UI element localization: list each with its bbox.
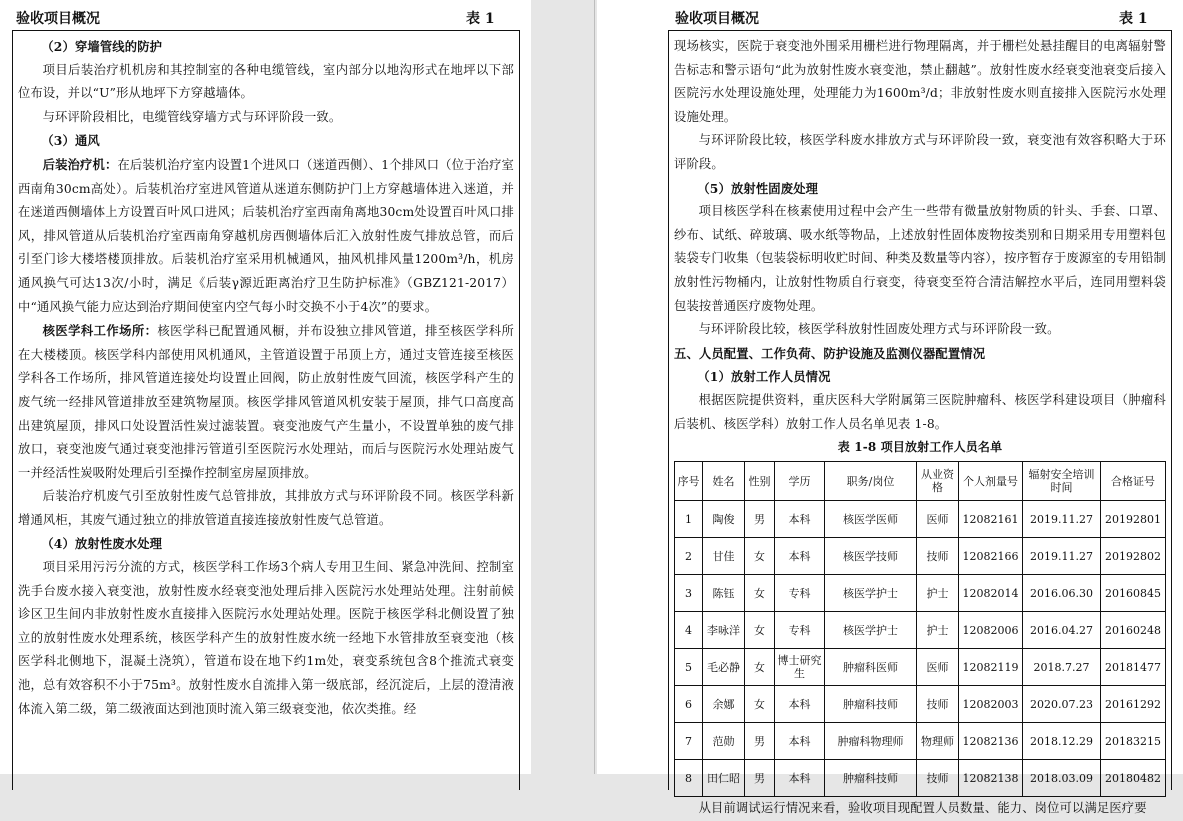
table-cell: 核医学技师: [825, 538, 917, 575]
table-cell: 护士: [917, 612, 959, 649]
table-cell: 田仁昭: [703, 760, 745, 797]
table-cell: 技师: [917, 538, 959, 575]
table-caption: 表 1-8 项目放射工作人员名单: [837, 440, 1003, 455]
table-cell: 本科: [775, 686, 825, 723]
table-header-cell: 学历: [775, 462, 825, 501]
staff-table-header-row: [675, 462, 1166, 501]
table-cell: 20192802: [1101, 538, 1166, 575]
table-cell: 肿瘤科技师: [825, 760, 917, 797]
table-cell: 2016.04.27: [1023, 612, 1101, 649]
table-cell: 2018.03.09: [1023, 760, 1101, 797]
section-heading: （2）穿墙管线的防护: [41, 39, 163, 54]
table-cell: 12082006: [959, 612, 1023, 649]
right-content-frame: [668, 30, 1172, 816]
table-cell: 2016.06.30: [1023, 575, 1101, 612]
table-cell: 12082161: [959, 501, 1023, 538]
table-row: [675, 501, 1166, 538]
table-row: [675, 575, 1166, 612]
table-cell: 20181477: [1101, 649, 1166, 686]
table-cell: 女: [745, 686, 775, 723]
body-paragraph: 与环评阶段相比，电缆管线穿墙方式与环评阶段一致。: [42, 109, 342, 124]
table-cell: 毛必静: [703, 649, 745, 686]
table-cell: 女: [745, 575, 775, 612]
table-cell: 物理师: [917, 723, 959, 760]
table-cell: 20180482: [1101, 760, 1166, 797]
right-paragraphs-before: [674, 35, 1166, 436]
table-cell: 肿瘤科医师: [825, 649, 917, 686]
table-cell: 技师: [917, 760, 959, 797]
body-paragraph: [18, 153, 514, 319]
table-header-cell: 姓名: [703, 462, 745, 501]
table-cell: 12082003: [959, 686, 1023, 723]
table-cell: 医师: [917, 501, 959, 538]
table-cell: 本科: [775, 760, 825, 797]
table-cell: 7: [675, 723, 703, 760]
table-row: [675, 760, 1166, 797]
table-cell: 核医学护士: [825, 612, 917, 649]
table-cell: 专科: [775, 575, 825, 612]
body-paragraph: 与环评阶段比较，核医学科废水排放方式与环评阶段一致，衰变池有效容积略大于环评阶段。: [674, 133, 1166, 171]
table-cell: 5: [675, 649, 703, 686]
table-cell: 本科: [775, 723, 825, 760]
section-heading: （5）放射性固废处理: [697, 180, 819, 196]
table-cell: 2018.7.27: [1023, 649, 1101, 686]
body-paragraph: 项目后装治疗机机房和其控制室的各种电缆管线，室内部分以地沟形式在地坪以下部位布设，并以“U”形从地坪下方穿越墙体。: [18, 62, 514, 101]
table-cell: 4: [675, 612, 703, 649]
right-page: [597, 0, 1183, 816]
table-cell: 20160248: [1101, 612, 1166, 649]
chapter-heading: 五、人员配置、工作负荷、防护设施及监测仪器配置情况: [674, 345, 986, 361]
table-cell: 专科: [775, 612, 825, 649]
table-cell: 核医学医师: [825, 501, 917, 538]
table-cell: 博士研究生: [775, 649, 825, 686]
body-paragraph: 根据医院提供资料，重庆医科大学附属第三医院肿瘤科、核医学科建设项目（肿瘤科后装机、核医学科）放射工作人员名单见表 1-8。: [674, 392, 1166, 431]
page-divider: [594, 0, 595, 774]
table-cell: 20161292: [1101, 686, 1166, 723]
table-cell: 余娜: [703, 686, 745, 723]
section-heading: （3）通风: [41, 133, 100, 149]
table-cell: 12082119: [959, 649, 1023, 686]
table-cell: 20192801: [1101, 501, 1166, 538]
table-cell: 甘佳: [703, 538, 745, 575]
table-header-cell: 职务/岗位: [825, 462, 917, 501]
table-row: [675, 612, 1166, 649]
table-cell: 肿瘤科物理师: [825, 723, 917, 760]
table-cell: 12082138: [959, 760, 1023, 797]
left-page: [0, 0, 531, 774]
table-header-cell: 合格证号: [1101, 462, 1166, 501]
table-header-cell: 从业资格: [917, 462, 959, 501]
table-cell: 8: [675, 760, 703, 797]
table-cell: 核医学护士: [825, 575, 917, 612]
right-header-table-number: 表 1: [1119, 11, 1148, 27]
table-cell: 护士: [917, 575, 959, 612]
table-cell: 12082014: [959, 575, 1023, 612]
table-row: [675, 538, 1166, 575]
table-cell: 1: [675, 501, 703, 538]
table-row: [675, 649, 1166, 686]
table-header-cell: 个人剂量号: [959, 462, 1023, 501]
table-cell: 男: [745, 723, 775, 760]
table-cell: 李咏洋: [703, 612, 745, 649]
right-header-title: 验收项目概况: [675, 11, 759, 27]
left-header-table-number: 表 1: [466, 11, 495, 27]
table-cell: 2020.07.23: [1023, 686, 1101, 723]
paragraph-lead-label: 后装治疗机：: [42, 156, 118, 172]
table-cell: 20183215: [1101, 723, 1166, 760]
table-row: [675, 686, 1166, 723]
body-paragraph: 从目前调试运行情况来看，验收项目现配置人员数量、能力、岗位可以满足医疗要: [698, 801, 1147, 816]
section-heading: （1）放射工作人员情况: [697, 369, 831, 385]
section-heading: （4）放射性废水处理: [41, 536, 163, 552]
table-cell: 女: [745, 538, 775, 575]
table-cell: 女: [745, 649, 775, 686]
table-cell: 范勋: [703, 723, 745, 760]
paragraph-text: 在后装机治疗室内设置1个进风口（迷道西侧）、1个排风口（位于治疗室西南角30cm高处）。后装机治疗室进风管道从迷道东侧防护门上方穿越墙体进入迷道，并在迷道西侧墙体上方设置百叶风口进风；后装机治疗室西南角离地30cm处设置百叶风口排风，排风管道从后装机治疗室西南角穿越机房西侧墙体后汇入放射性废气排放总管，而后引至门诊大楼塔楼顶排放。后装机治疗室采用机械通风，抽风机排风量1200m³/h，机房通风换气可达13次/小时，满足《后装γ源近距离治疗卫生防护标准》（GBZ121-2017）中“通风换气能力应达到治疗期间使室内空气每小时交换不小于4次”的要求。: [18, 157, 514, 314]
table-cell: 女: [745, 612, 775, 649]
table-cell: 陶俊: [703, 501, 745, 538]
table-cell: 2018.12.29: [1023, 723, 1101, 760]
body-paragraph: 后装治疗机废气引至放射性废气总管排放，其排放方式与环评阶段不同。核医学科新增通风柜，其废气通过独立的排放管道直接连接放射性废气总管道。: [18, 489, 514, 527]
table-cell: 3: [675, 575, 703, 612]
table-cell: 本科: [775, 538, 825, 575]
body-paragraph: 项目采用污污分流的方式，核医学科工作场3个病人专用卫生间、紧急冲洗间、控制室洗手台废水接入衰变池，放射性废水经衰变池处理后排入医院污水处理站处理。注射前候诊区卫生间内非放射性废水直接排入医院污水处理站处理。医院于核医学科北侧设置了独立的放射性废水处理系统，核医学科产生的放射性废水统一经地下水管排放至衰变池（核医学科北侧地下，混凝土浇筑），管道布设在地下约1m处，衰变系统包含8个推流式衰变池，总有效容积不小于75m³。放射性废水自流排入第一级底部，经沉淀后，上层的澄清液体流入第二级，第二级液面达到池顶时流入第三级衰变池，依次类推。经: [18, 560, 514, 716]
paragraph-text: 核医学科已配置通风橱，并布设独立排风管道，排至核医学科所在大楼楼顶。核医学科内部使用风机通风，主管道设置于吊顶上方，通过支管连接至核医学科各工作场所，排风管道连接处均设置止回阀，防止放射性废气回流，核医学科产生的废气统一经排风管道排放至建筑物屋顶。核医学排风管道风机安装于屋顶，排气口高度高出建筑屋顶，排风口处设置活性炭过滤装置。衰变池废气产生量小，不设置单独的废气排放口，衰变池废气通过衰变池排污管道引至医院污水处理站，而后与医院污水处理站废气一并经活性炭吸附处理后引至操作控制室房屋顶排放。: [18, 324, 515, 480]
left-content-frame: [12, 30, 520, 790]
table-cell: 12082166: [959, 538, 1023, 575]
table-cell: 12082136: [959, 723, 1023, 760]
table-header-cell: 序号: [675, 462, 703, 501]
table-row: [675, 723, 1166, 760]
table-cell: 6: [675, 686, 703, 723]
body-paragraph: 现场核实，医院于衰变池外围采用栅栏进行物理隔离，并于栅栏处悬挂醒目的电离辐射警告标志和警示语句“此为放射性废水衰变池，禁止翻越”。放射性废水经衰变池衰变后接入医院污水处理设施处理，处理能力为1600m³/d；非放射性废水则直接排入医院污水处理设施处理。: [674, 39, 1166, 124]
staff-table: [674, 461, 1166, 797]
body-paragraph: [18, 319, 514, 485]
table-cell: 陈钰: [703, 575, 745, 612]
table-cell: 肿瘤科技师: [825, 686, 917, 723]
table-cell: 男: [745, 501, 775, 538]
table-cell: 医师: [917, 649, 959, 686]
table-header-cell: 辐射安全培训时间: [1023, 462, 1101, 501]
staff-table-body: [675, 501, 1166, 797]
table-cell: 技师: [917, 686, 959, 723]
body-paragraph: 与环评阶段比较，核医学科放射性固废处理方式与环评阶段一致。: [698, 322, 1060, 337]
table-cell: 20160845: [1101, 575, 1166, 612]
table-header-cell: 性别: [745, 462, 775, 501]
table-cell: 2019.11.27: [1023, 501, 1101, 538]
table-cell: 2019.11.27: [1023, 538, 1101, 575]
paragraph-lead-label: 核医学科工作场所：: [42, 323, 158, 339]
table-cell: 2: [675, 538, 703, 575]
left-header-title: 验收项目概况: [16, 11, 100, 27]
right-paragraphs-after: [674, 797, 1166, 821]
body-paragraph: 项目核医学科在核素使用过程中会产生一些带有微量放射物质的针头、手套、口罩、纱布、试纸、碎玻璃、吸水纸等物品，上述放射性固体废物按类别和日期采用专用塑料包装袋专门收集（包装袋标明收贮时间、种类及数量等内容），按序暂存于废源室的专用铅制放射性污物桶内，让放射性物质自行衰变，待衰变至符合清洁解控水平后，连同用塑料袋包装按普通医疗废物处理。: [674, 204, 1166, 313]
table-cell: 男: [745, 760, 775, 797]
table-cell: 本科: [775, 501, 825, 538]
